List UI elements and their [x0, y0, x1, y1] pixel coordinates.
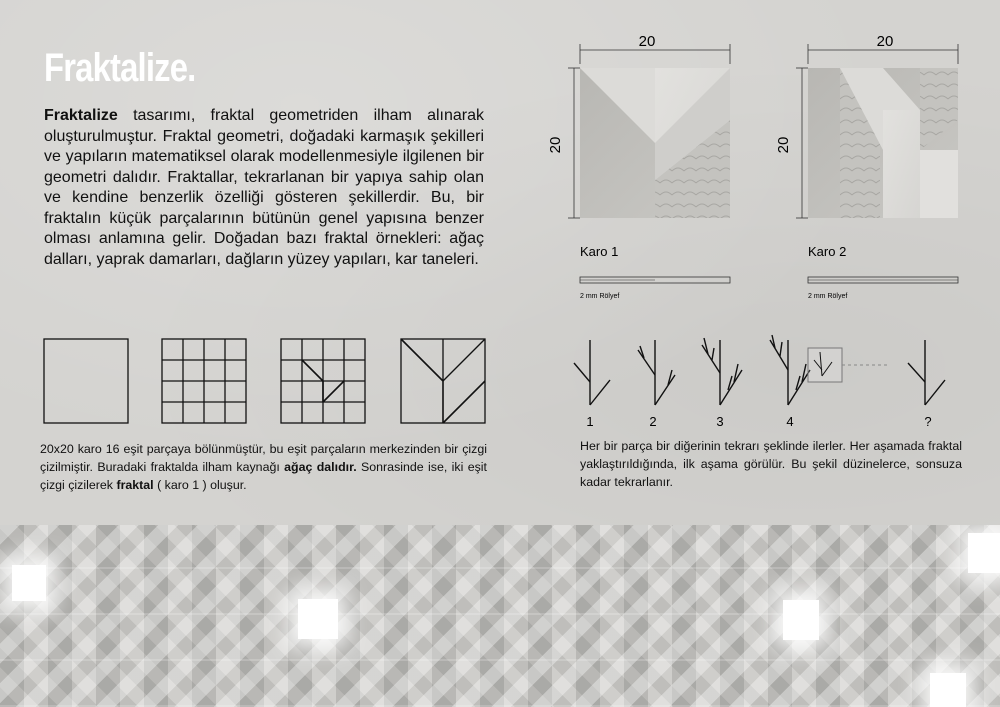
grid-steps-diagram	[40, 335, 490, 425]
relief-profile-1	[580, 277, 730, 283]
tile-pattern-band	[0, 525, 1000, 707]
page-title: Fraktalize.	[44, 46, 196, 90]
tile1-width-label: 20	[638, 33, 656, 50]
tree-label-unknown: ?	[924, 414, 932, 429]
relief-label-2: 2 mm Rölyef	[808, 293, 848, 300]
grid-step-3	[281, 339, 365, 423]
grid-desc-bold2: fraktal	[116, 478, 154, 492]
tile-karo-1	[568, 44, 730, 218]
tree-step-4	[770, 335, 842, 405]
tree-label-3: 3	[716, 414, 724, 429]
tile1-height-label: 20	[547, 136, 564, 154]
relief-label-1: 2 mm Rölyef	[580, 293, 620, 300]
pattern-overlay	[0, 525, 1000, 707]
relief-profile-2	[808, 277, 958, 283]
tile2-height-label: 20	[775, 136, 792, 154]
intro-text: tasarımı, fraktal geometriden ilham alınarak oluşturulmuştur. Fraktal geometri, doğadaki karmaşık şekilleri ve yapıların matematiksel olarak modellenmesiyle ilgilenen bir geometri dalıdır. Fraktallar, tekrarlanan bir yapıya sahip olan ve kendine benzerlik özelliği gösteren şekillerdir. Bu, bir fraktalın küçük parçalarının bütünün genel yapısına benzer olması anlamına gelir. Doğadan bazı fraktal örnekleri: ağaç dalları, yaprak damarları, dağların yüzey yapıları, kar taneleri.	[44, 107, 484, 268]
light-glow-1	[12, 565, 46, 601]
light-glow-3	[783, 600, 819, 640]
grid-description	[40, 440, 487, 494]
grid-step-4	[401, 339, 485, 423]
tree-label-4: 4	[786, 414, 794, 429]
tree-label-2: 2	[649, 414, 657, 429]
tile2-width-label: 20	[876, 33, 894, 50]
karo1-label: Karo 1	[580, 244, 619, 259]
tree-step-2	[638, 340, 675, 405]
tree-step-1	[574, 340, 610, 405]
light-glow-4	[968, 533, 1000, 573]
tree-step-3	[702, 338, 742, 405]
grid-step-1	[44, 339, 128, 423]
tree-label-1: 1	[586, 414, 594, 429]
grid-desc-part2: Sonrasinde ise, iki eşit çizgi çizilerek	[40, 460, 487, 492]
intro-paragraph	[44, 106, 484, 270]
tree-description: Her bir parça bir diğerinin tekrarı şeklinde ilerler. Her aşamada fraktal yaklaştırıldığında, ilk aşama görülür. Bu şekil düzinelerce, sonsuza kadar tekrarlanır.	[580, 439, 962, 489]
grid-desc-part1: 20x20 karo 16 eşit parçaya bölünmüştür, bu eşit parçaların merkezinden bir çizgi çizilmiştir. Buradaki fraktalda ilham kaynağı	[40, 442, 487, 474]
light-glow-2	[298, 599, 338, 639]
tree-steps-diagram	[560, 330, 950, 430]
karo2-label: Karo 2	[808, 244, 847, 259]
grid-desc-part3: ( karo 1 ) oluşur.	[153, 478, 247, 492]
grid-step-2	[162, 339, 246, 423]
tree-step-unknown	[908, 340, 945, 405]
light-glow-5	[930, 673, 966, 707]
intro-lead: Fraktalize	[44, 107, 118, 124]
tiles-diagram	[540, 30, 980, 305]
grid-desc-bold1: ağaç dalıdır.	[284, 460, 357, 474]
tile-karo-2	[796, 44, 958, 218]
